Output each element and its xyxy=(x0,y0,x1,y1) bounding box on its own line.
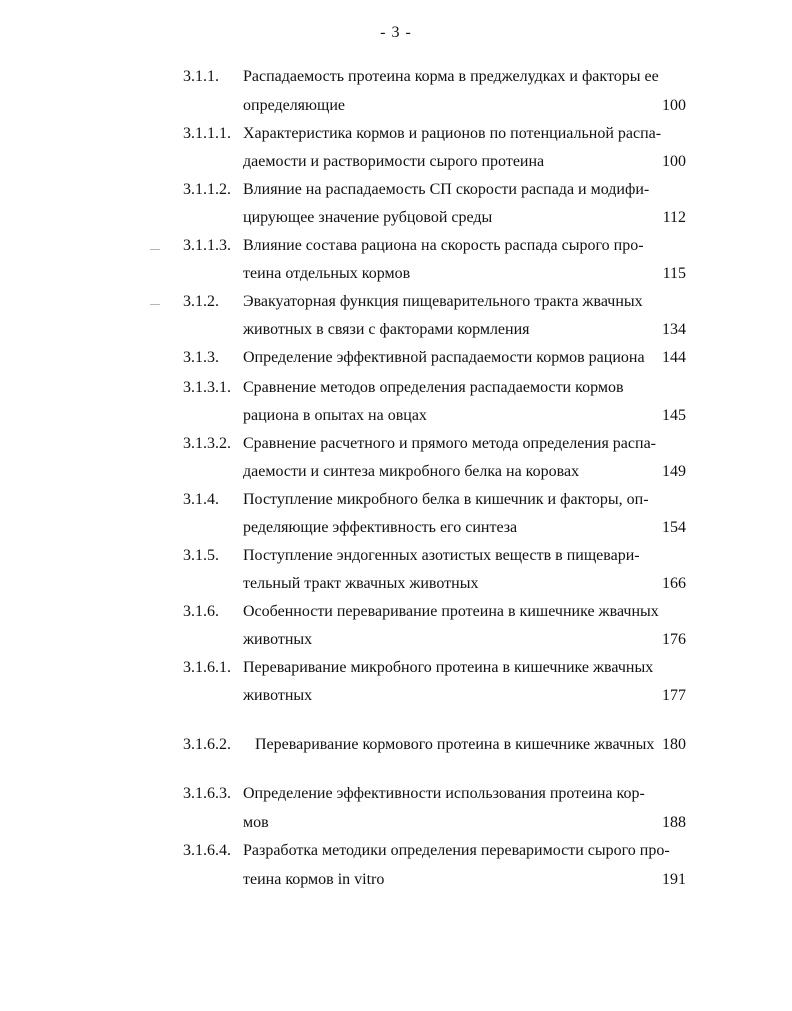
toc-entry-title: Сравнение расчетного и прямого метода определения распа- xyxy=(243,435,656,452)
toc-entry-title: Влияние состава рациона на скорость распада сырого про- xyxy=(243,237,644,254)
page-number: - 3 - xyxy=(380,24,412,41)
toc-entry-title: Разработка методики определения переваримости сырого про- xyxy=(243,842,670,859)
toc-entry-number: 3.1.1.2. xyxy=(183,181,231,198)
toc-entry-title-cont: животных xyxy=(243,687,313,704)
toc-entry-page: 149 xyxy=(662,463,686,480)
toc-entry-page: 145 xyxy=(662,407,686,424)
toc-entry-number: 3.1.6. xyxy=(183,603,219,620)
margin-mark xyxy=(150,249,160,250)
toc-entry-title: Распадаемость протеина корма в преджелудках и факторы ее xyxy=(243,68,659,85)
toc-entry-number: 3.1.5. xyxy=(183,547,219,564)
toc-entry-title-cont: мов xyxy=(243,814,269,831)
toc-entry-title-cont: определяющие xyxy=(243,97,345,114)
toc-entry-number: 3.1.1.3. xyxy=(183,237,231,254)
toc-entry-page: 166 xyxy=(662,575,686,592)
toc-entry-title-cont: рациона в опытах на овцах xyxy=(243,407,427,424)
toc-entry-page: 154 xyxy=(662,519,686,536)
toc-entry-title: Определение эффективной распадаемости кормов рациона xyxy=(243,349,645,366)
toc-entry-title: Особенности переваривание протеина в кишечнике жвачных xyxy=(243,603,659,620)
toc-entry-page: 191 xyxy=(662,871,686,888)
margin-mark xyxy=(150,304,160,305)
toc-entry-number: 3.1.6.1. xyxy=(183,659,231,676)
toc-entry-title-cont: даемости и растворимости сырого протеина xyxy=(243,153,545,170)
toc-entry-number: 3.1.2. xyxy=(183,293,219,310)
toc-entry-title: Поступление эндогенных азотистых веществ в пищевари- xyxy=(243,547,640,564)
toc-entry-number: 3.1.6.4. xyxy=(183,842,231,859)
toc-entry-title-cont: теина кормов in vitro xyxy=(243,871,385,888)
toc-entry-title-cont: цирующее значение рубцовой среды xyxy=(243,209,493,226)
toc-entry-number: 3.1.6.3. xyxy=(183,785,231,802)
toc-entry-page: 177 xyxy=(662,687,686,704)
toc-entry-title: Определение эффективности использования протеина кор- xyxy=(243,785,645,802)
toc-entry-number: 3.1.1. xyxy=(183,68,219,85)
toc-entry-number: 3.1.3.1. xyxy=(183,379,231,396)
toc-entry-number: 3.1.1.1. xyxy=(183,125,231,142)
toc-entry-page: 144 xyxy=(662,349,686,366)
toc-entry-page: 100 xyxy=(662,153,686,170)
toc-entry-page: 100 xyxy=(662,97,686,114)
toc-entry-page: 115 xyxy=(662,265,686,282)
toc-entry-title: Эвакуаторная функция пищеварительного тракта жвачных xyxy=(243,293,643,310)
toc-entry-number: 3.1.3. xyxy=(183,349,219,366)
toc-entry-title-cont: ределяющие эффективность его синтеза xyxy=(243,519,518,536)
toc-entry-title-cont: животных в связи с факторами кормления xyxy=(243,321,530,338)
toc-entry-title-cont: теина отдельных кормов xyxy=(243,265,411,282)
toc-entry-title: Сравнение методов определения распадаемости кормов xyxy=(243,379,624,396)
toc-entry-page: 180 xyxy=(662,736,686,753)
toc-entry-number: 3.1.4. xyxy=(183,491,219,508)
toc-entry-title: Влияние на распадаемость СП скорости распада и модифи- xyxy=(243,181,650,198)
toc-entry-title: Характеристика кормов и рационов по потенциальной распа- xyxy=(243,125,662,142)
toc-entry-title-cont: даемости и синтеза микробного белка на коровах xyxy=(243,463,580,480)
toc-entry-title: Переваривание кормового протеина в кишечнике жвачных xyxy=(255,736,655,753)
toc-entry-title: Поступление микробного белка в кишечник и факторы, оп- xyxy=(243,491,649,508)
toc-entry-page: 176 xyxy=(662,631,686,648)
toc-entry-title: Переваривание микробного протеина в кишечнике жвачных xyxy=(243,659,654,676)
toc-entry-title-cont: тельный тракт жвачных животных xyxy=(243,575,479,592)
toc-entry-page: 134 xyxy=(662,321,686,338)
toc-entry-page: 112 xyxy=(662,209,686,226)
toc-entry-number: 3.1.6.2. xyxy=(183,736,231,753)
toc-entry-title-cont: животных xyxy=(243,631,313,648)
toc-entry-number: 3.1.3.2. xyxy=(183,435,231,452)
toc-entry-page: 188 xyxy=(662,814,686,831)
